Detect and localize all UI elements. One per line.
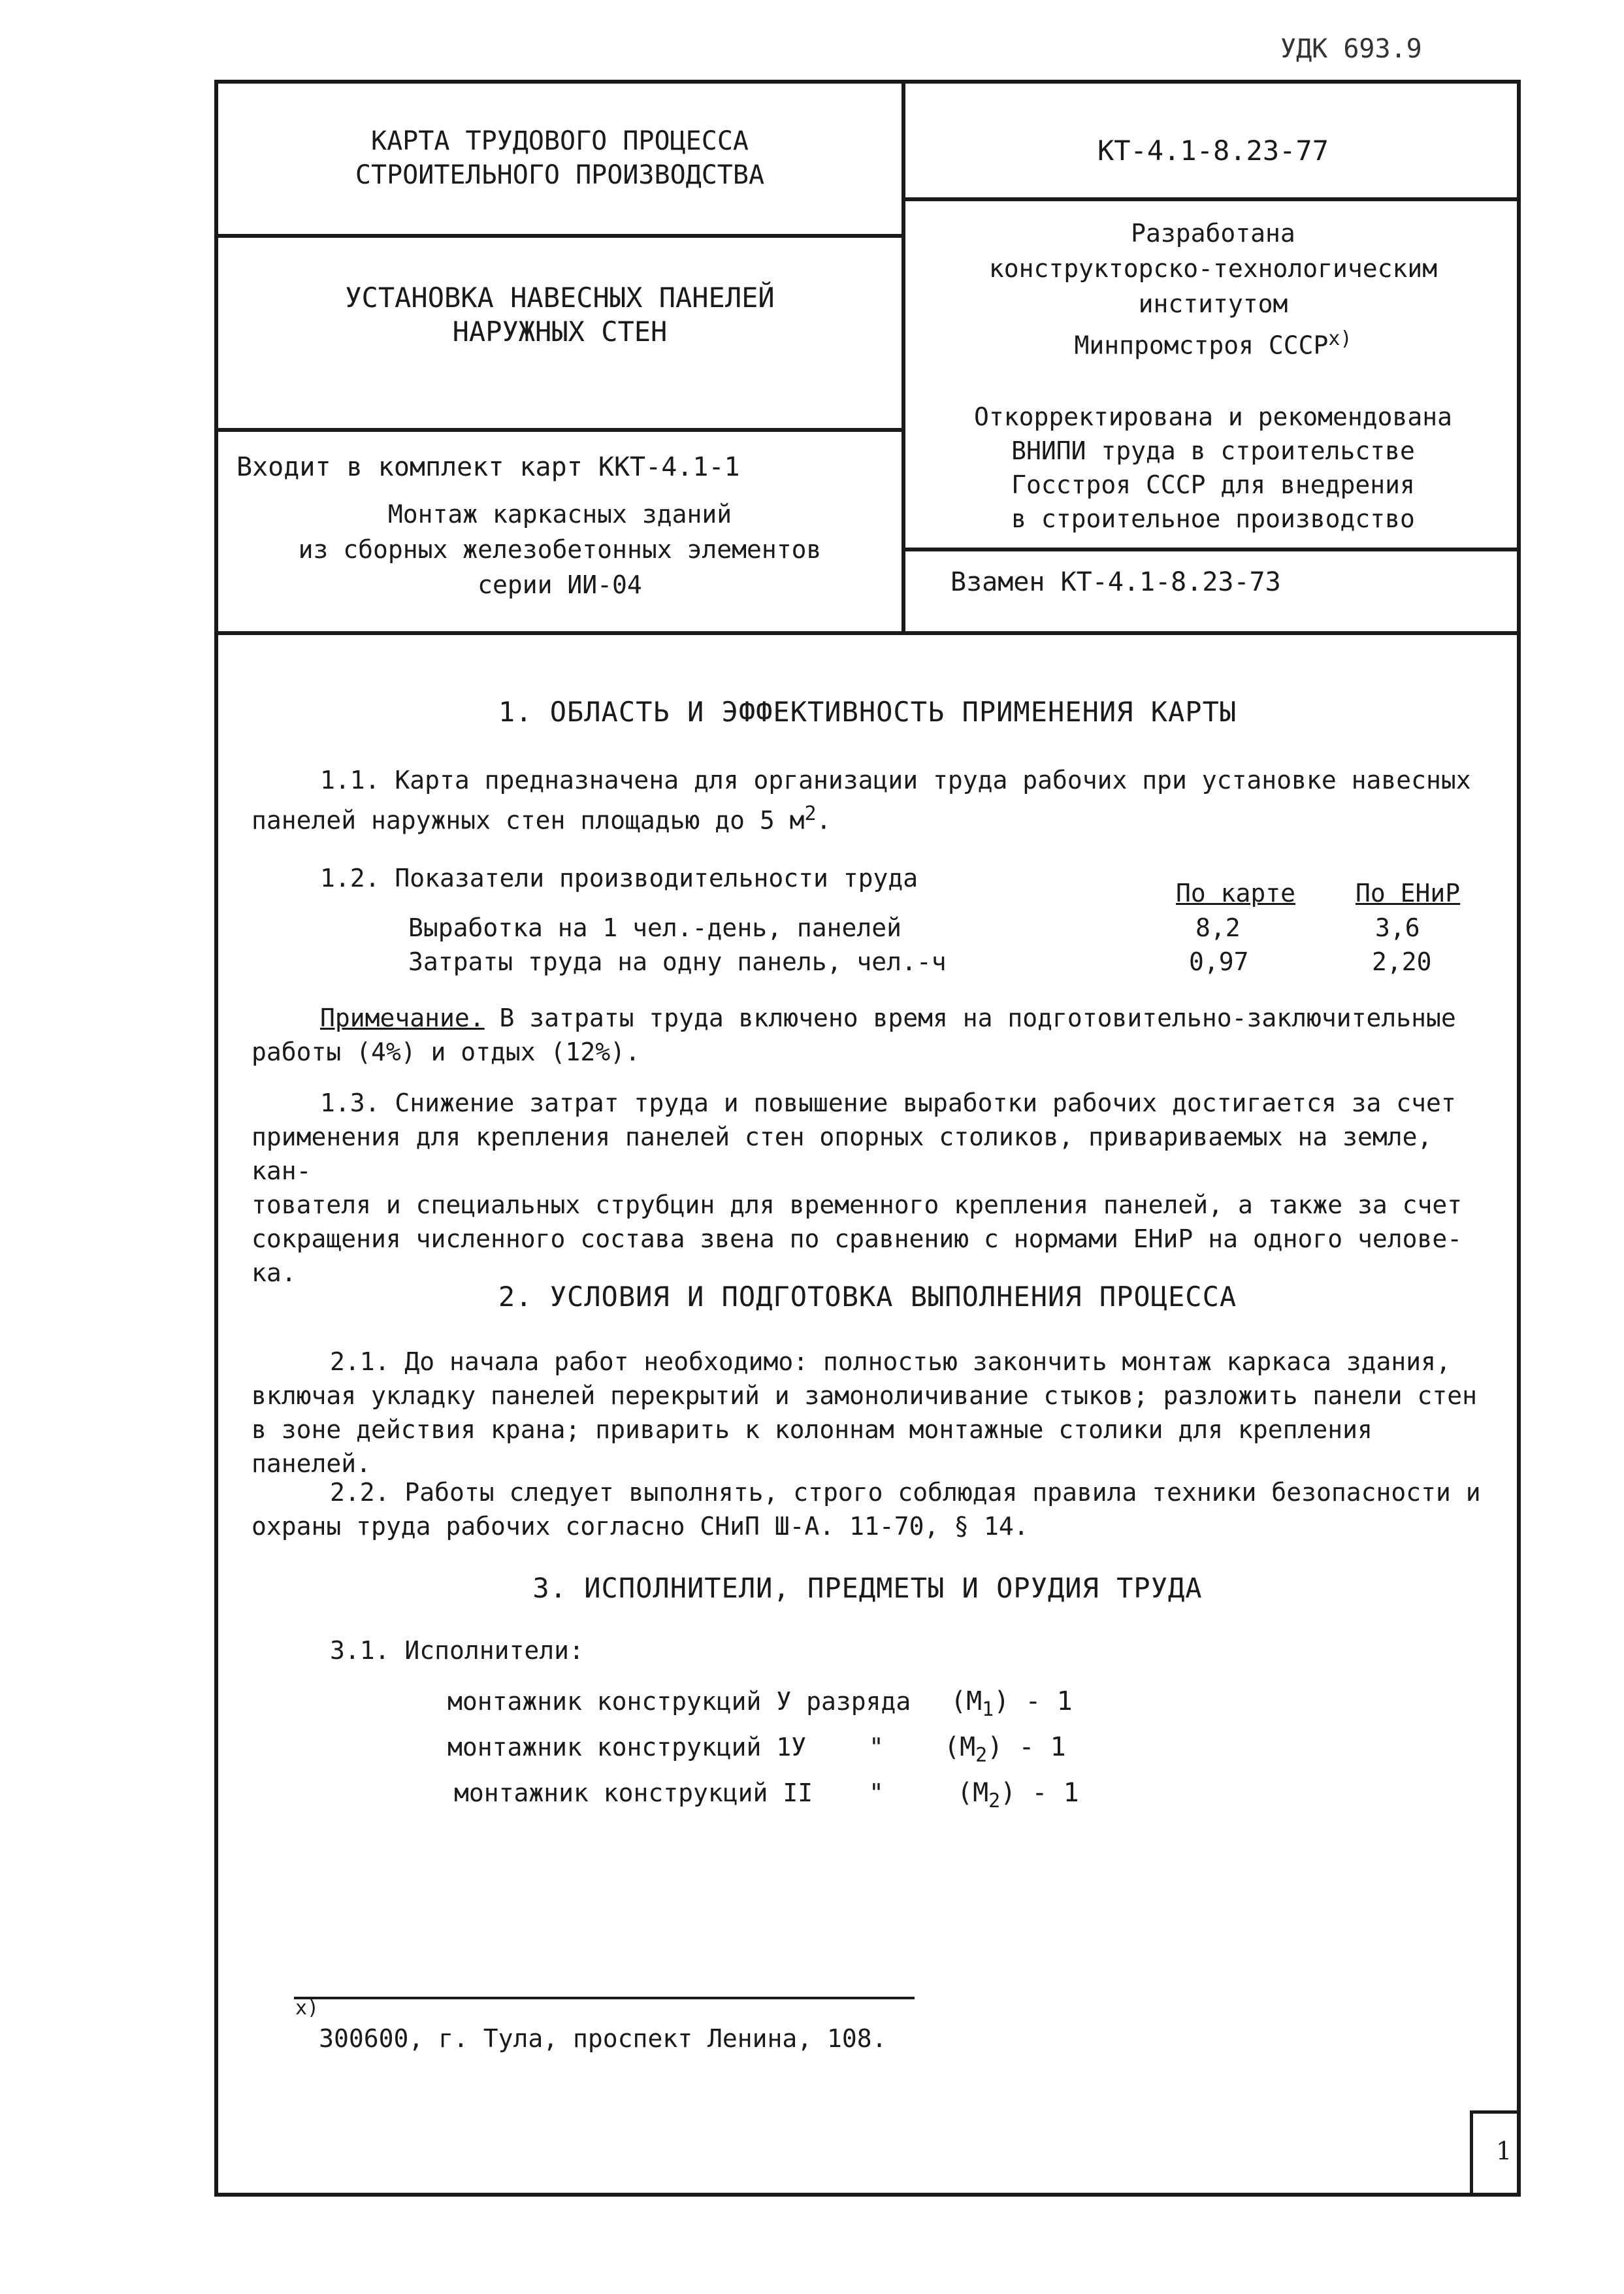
- worker-row-2-ditto: ": [869, 1733, 884, 1761]
- page-number: 1: [1496, 2137, 1512, 2165]
- udk-code: УДК 693.9: [1280, 34, 1422, 64]
- section3-1: 3.1. Исполнители:: [330, 1636, 584, 1665]
- section1-3: 1.3. Снижение затрат труда и повышение выработки рабочих достигается за счет применения для крепления панелей стен опорных столиков, привариваемых на земле, кан- тователя и специальных струбцин для временного крепления панелей, а также за счет сокращения численного состава звена по сравнению с нормами ЕНиР на одного челове- ка.: [252, 1089, 1463, 1287]
- indicator-row-2-enir: 2,20: [1372, 947, 1432, 976]
- indicator-col1-header: По карте: [1176, 879, 1296, 908]
- indicator-row-2-card: 0,97: [1189, 947, 1249, 976]
- header-divider-2r: [901, 548, 1521, 551]
- section1-title: 1. ОБЛАСТЬ И ЭФФЕКТИВНОСТЬ ПРИМЕНЕНИЯ КАРТЫ: [498, 696, 1237, 728]
- section1-note: Примечание. В затраты труда включено время на подготовительно-заключительные работы (4%) и отдых (12%).: [252, 1004, 1456, 1066]
- page-number-box: [1470, 2110, 1521, 2194]
- footnote-mark: x): [295, 1997, 319, 2020]
- header-divider-2: [214, 428, 901, 432]
- replaces-card: Взамен КТ-4.1-8.23-73: [950, 567, 1281, 597]
- worker-row-3: монтажник конструкций II: [454, 1778, 813, 1807]
- worker-row-2: монтажник конструкций 1У: [447, 1733, 807, 1761]
- footnote: $^{x)}$300600, г. Тула, проспект Ленина, 108.: [295, 1997, 887, 2053]
- worker-row-1-code: $(М_1) - 1$: [950, 1686, 1073, 1721]
- section2-1: 2.1. До начала работ необходимо: полностью закончить монтаж каркаса здания, включая укладку панелей перекрытий и замоноличивание стыков; разложить панели стен в зоне действия крана; приварить к колоннам монтажные столики для крепления панелей.: [252, 1347, 1477, 1478]
- section2-2: 2.2. Работы следует выполнять, строго соблюдая правила техники безопасности и охраны труда рабочих согласно СНиП Ш-А. 11-70, § 14.: [252, 1478, 1481, 1541]
- indicator-row-1-card: 8,2: [1195, 913, 1241, 942]
- header-bottom: [214, 631, 1521, 635]
- indicator-row-1-enir: 3,6: [1375, 913, 1420, 942]
- worker-row-2-code: $(М_2) - 1$: [944, 1732, 1066, 1767]
- section3-title: 3. ИСПОЛНИТЕЛИ, ПРЕДМЕТЫ И ОРУДИЯ ТРУДА: [532, 1572, 1203, 1604]
- card-code: КТ-4.1-8.23-77: [1097, 135, 1329, 167]
- header-divider-1: [214, 234, 901, 238]
- worker-row-3-ditto: ": [869, 1778, 884, 1807]
- worker-row-1: монтажник конструкций У разряда: [447, 1687, 911, 1716]
- developed-footnote-mark: x): [1328, 327, 1352, 350]
- indicator-row-2-label: Затраты труда на одну панель, чел.-ч: [408, 947, 947, 976]
- corrected-by: Откорректирована и рекомендована ВНИПИ труда в строительстве Госстроя СССР для внедрения в строительное производство: [973, 402, 1453, 533]
- header-divider-1r: [901, 197, 1521, 201]
- section2-title: 2. УСЛОВИЯ И ПОДГОТОВКА ВЫПОЛНЕНИЯ ПРОЦЕССА: [498, 1281, 1237, 1313]
- indicator-row-1-label: Выработка на 1 чел.-день, панелей: [408, 913, 901, 942]
- card-set: Входит в комплект карт ККТ-4.1-1: [236, 452, 740, 482]
- worker-row-3-code: $(М_2) - 1$: [957, 1778, 1079, 1812]
- section1-1: 1.1. Карта предназначена для организации труда рабочих при установке навесных панелей наружных стен площадью до 5 $м^2$.: [252, 766, 1471, 835]
- footnote-rule: [294, 1997, 915, 1999]
- indicator-col2-header: По ЕНиР: [1356, 879, 1461, 908]
- developed-by: Разработана конструкторско-технологическим институтом Минпромстроя СССР$^{x)}$: [988, 219, 1438, 360]
- card-set-description: Монтаж каркасных зданий из сборных железобетонных элементов серии ИИ-04: [298, 500, 822, 599]
- card-title: КАРТА ТРУДОВОГО ПРОЦЕССА СТРОИТЕЛЬНОГО ПРОИЗВОДСТВА: [355, 126, 765, 190]
- card-subject: УСТАНОВКА НАВЕСНЫХ ПАНЕЛЕЙ НАРУЖНЫХ СТЕН: [345, 282, 775, 348]
- section1-2: 1.2. Показатели производительности труда: [320, 864, 918, 893]
